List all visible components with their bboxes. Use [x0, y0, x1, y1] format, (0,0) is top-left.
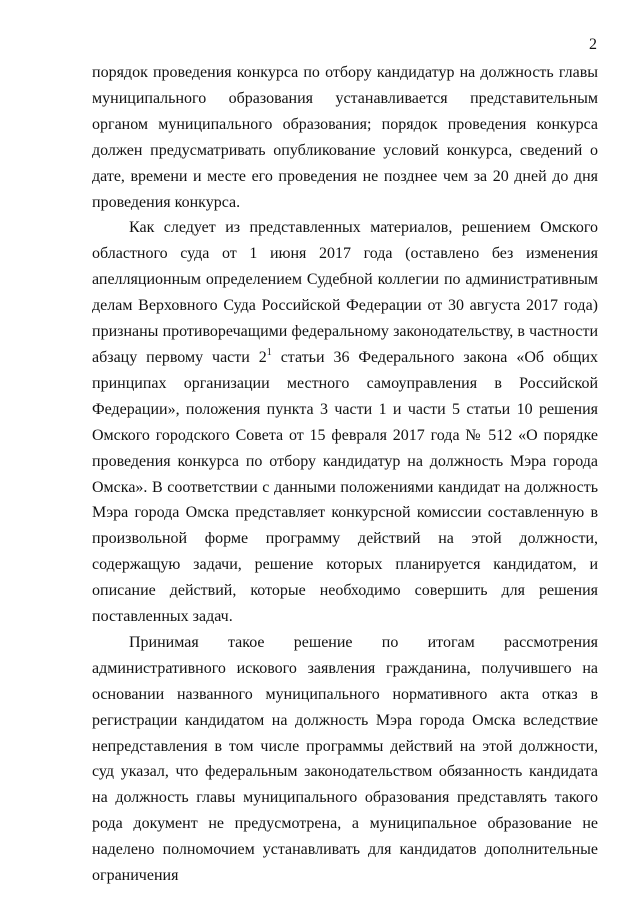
page-number: 2 [589, 36, 597, 53]
paragraph-court-decision-text-end: статьи 36 Федерального закона «Об общих принципах организации местного самоуправления в Российской Федерации», положения пункта 3 части 1 и части 5 статьи 10 решения Омского городского Совета от 15 февраля 2017 года № 512 «О порядке проведения конкурса по отбору кандидатур на должность Мэра города Омска». В соответствии с данными положениями кандидат на должность Мэра города Омска представляет конкурсной комиссии составленную в произвольной форме программу действий на этой должности, содержащую задачи, решение которых планируется кандидатом, и описание действий, которые необходимо совершить для решения поставленных задач. [92, 348, 598, 626]
paragraph-court-decision [92, 215, 598, 630]
superscript-marker: 1 [266, 346, 272, 358]
paragraph-contest-procedure: порядок проведения конкурса по отбору кандидатур на должность главы муниципального образования устанавливается представительным органом муниципального образования; порядок проведения конкурса должен предусматривать опубликование условий конкурса, сведений о дате, времени и месте его проведения не позднее чем за 20 дней до дня проведения конкурса. [92, 64, 598, 211]
document-body [92, 60, 598, 889]
paragraph-court-decision-text-start: Как следует из представленных материалов, решением Омского областного суда от 1 июня 2017 года (оставлено без изменения апелляционным определением Судебной коллегии по административным делам Верховного Суда Российской Федерации от 30 августа 2017 года) признаны противоречащими федеральному законодательству, в частности абзацу первому части 2 [92, 219, 598, 366]
paragraph-court-reasoning: Принимая такое решение по итогам рассмотрения административного искового заявления гражданина, получившего на основании названного муниципального нормативного акта отказ в регистрации кандидатом на должность Мэра города Омска вследствие непредставления в том числе программы действий на этой должности, суд указал, что федеральным законодательством обязанность кандидата на должность главы муниципального образования представлять такого рода документ не предусмотрена, а муниципальное образование не наделено полномочием устанавливать для кандидатов дополнительные ограничения [92, 633, 598, 885]
